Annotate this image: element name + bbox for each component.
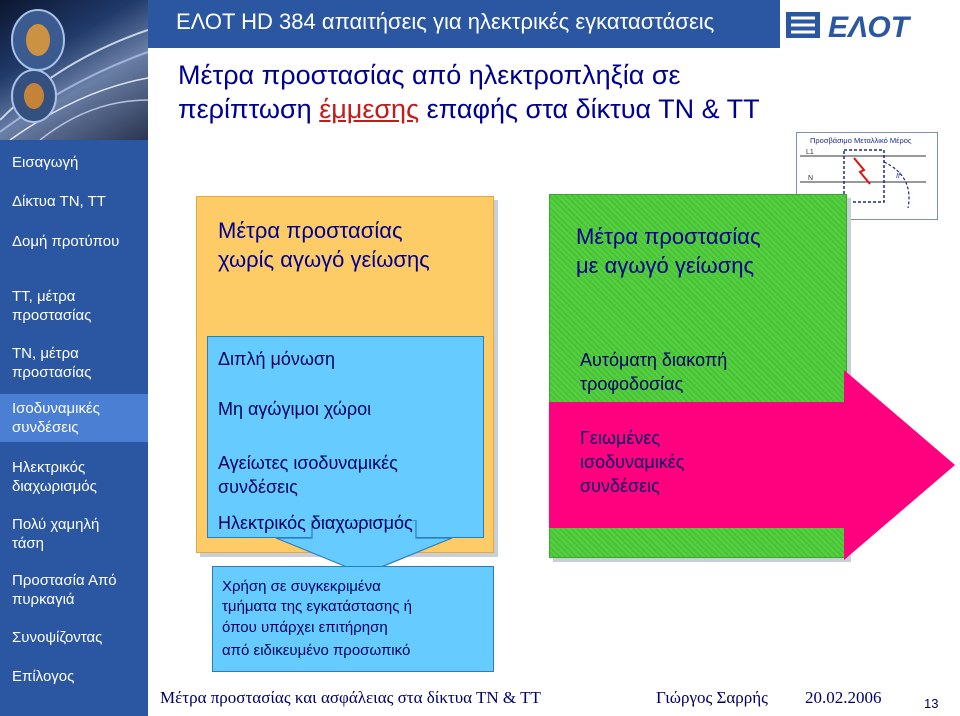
page-title-line1: Μέτρα προστασίας από ηλεκτροπληξία σε [178,60,681,90]
page-title [178,58,778,126]
sidebar-item-equipotential[interactable]: Ισοδυναμικές συνδέσεις [0,394,148,442]
auto-disconnect-line1: Αυτόματη διακοπή [580,350,728,370]
sidebar-item-introduction[interactable]: Εισαγωγή [12,154,79,171]
unearthed-equipotential-line2: συνδέσεις [218,477,298,497]
sidebar-item-networks[interactable]: Δίκτυα ΤΝ, ΤΤ [12,193,106,210]
footer-date: 20.02.2006 [805,688,882,707]
page-title-line2-post: επαφής στα δίκτυα ΤΝ & ΤΤ [419,94,760,124]
footer-author: Γιώργος Σαρρής [656,688,768,707]
footer-title: Μέτρα προστασίας και ασφάλειας στα δίκτυα ΤΝ & ΤΤ [160,688,541,707]
usage-note-line4: από ειδικευμένο προσωπικό [222,642,411,659]
sidebar-item-low-voltage[interactable]: Πολύ χαμηλή τάση [12,516,100,552]
header-title: ΕΛΟΤ HD 384 απαιτήσεις για ηλεκτρικές εγκαταστάσεις [176,9,715,34]
sidebar-item-separation[interactable]: Ηλεκτρικός διαχωρισμός [12,459,97,495]
diagram-caption: Προσβάσιμο Μεταλλικό Μέρος [810,136,912,145]
earthed-equipotential-line1: Γειωμένες [580,428,661,448]
diagram-current-label: If [896,173,900,180]
usage-note-line1: Χρήση σε συγκεκριμένα [222,578,381,595]
page-number: 13 [924,696,939,711]
page-title-highlight: έμμεσης [319,94,420,124]
no-earth-heading-line1: Μέτρα προστασίας [218,218,403,243]
usage-note-line3: όπου υπάρχει επιτήρηση [222,619,388,636]
auto-disconnect-line2: τροφοδοσίας [580,374,684,394]
no-earth-heading-line2: χωρίς αγωγό γείωσης [218,247,430,272]
unearthed-equipotential-line1: Αγείωτες ισοδυναμικές [218,453,398,473]
with-earth-heading-line2: με αγωγό γείωσης [576,253,755,278]
sidebar-item-summary[interactable]: Συνοψίζοντας [12,629,103,646]
page-title-line2-pre: περίπτωση [178,94,320,124]
earthed-equipotential-line2: ισοδυναμικές [580,452,685,472]
logo-text: ΕΛΟΤ [828,11,910,41]
diagram-neutral-label: N [808,175,814,182]
earthed-equipotential-line3: συνδέσεις [580,476,660,496]
non-conductive-locations-item: Μη αγώγιμοι χώροι [218,399,372,419]
elot-logo [786,9,948,41]
diagram-line-label: L1 [806,149,814,156]
sidebar-item-structure[interactable]: Δομή προτύπου [12,233,120,250]
usage-note-line2: τμήματα της εγκατάστασης ή [222,598,412,615]
sidebar-item-tt-measures[interactable]: ΤΤ, μέτρα προστασίας [12,288,92,324]
with-earth-heading-line1: Μέτρα προστασίας [576,224,761,249]
sidebar-item-fire-protection[interactable]: Προστασία Από πυρκαγιά [12,572,117,608]
sidebar-item-epilogue[interactable]: Επίλογος [12,668,75,685]
double-insulation-item: Διπλή μόνωση [218,349,336,369]
header-photo [0,0,148,140]
sidebar-nav [0,140,148,716]
electrical-separation-item: Ηλεκτρικός διαχωρισμός [218,513,413,533]
sidebar-item-tn-measures[interactable]: ΤΝ, μέτρα προστασίας [12,345,92,381]
